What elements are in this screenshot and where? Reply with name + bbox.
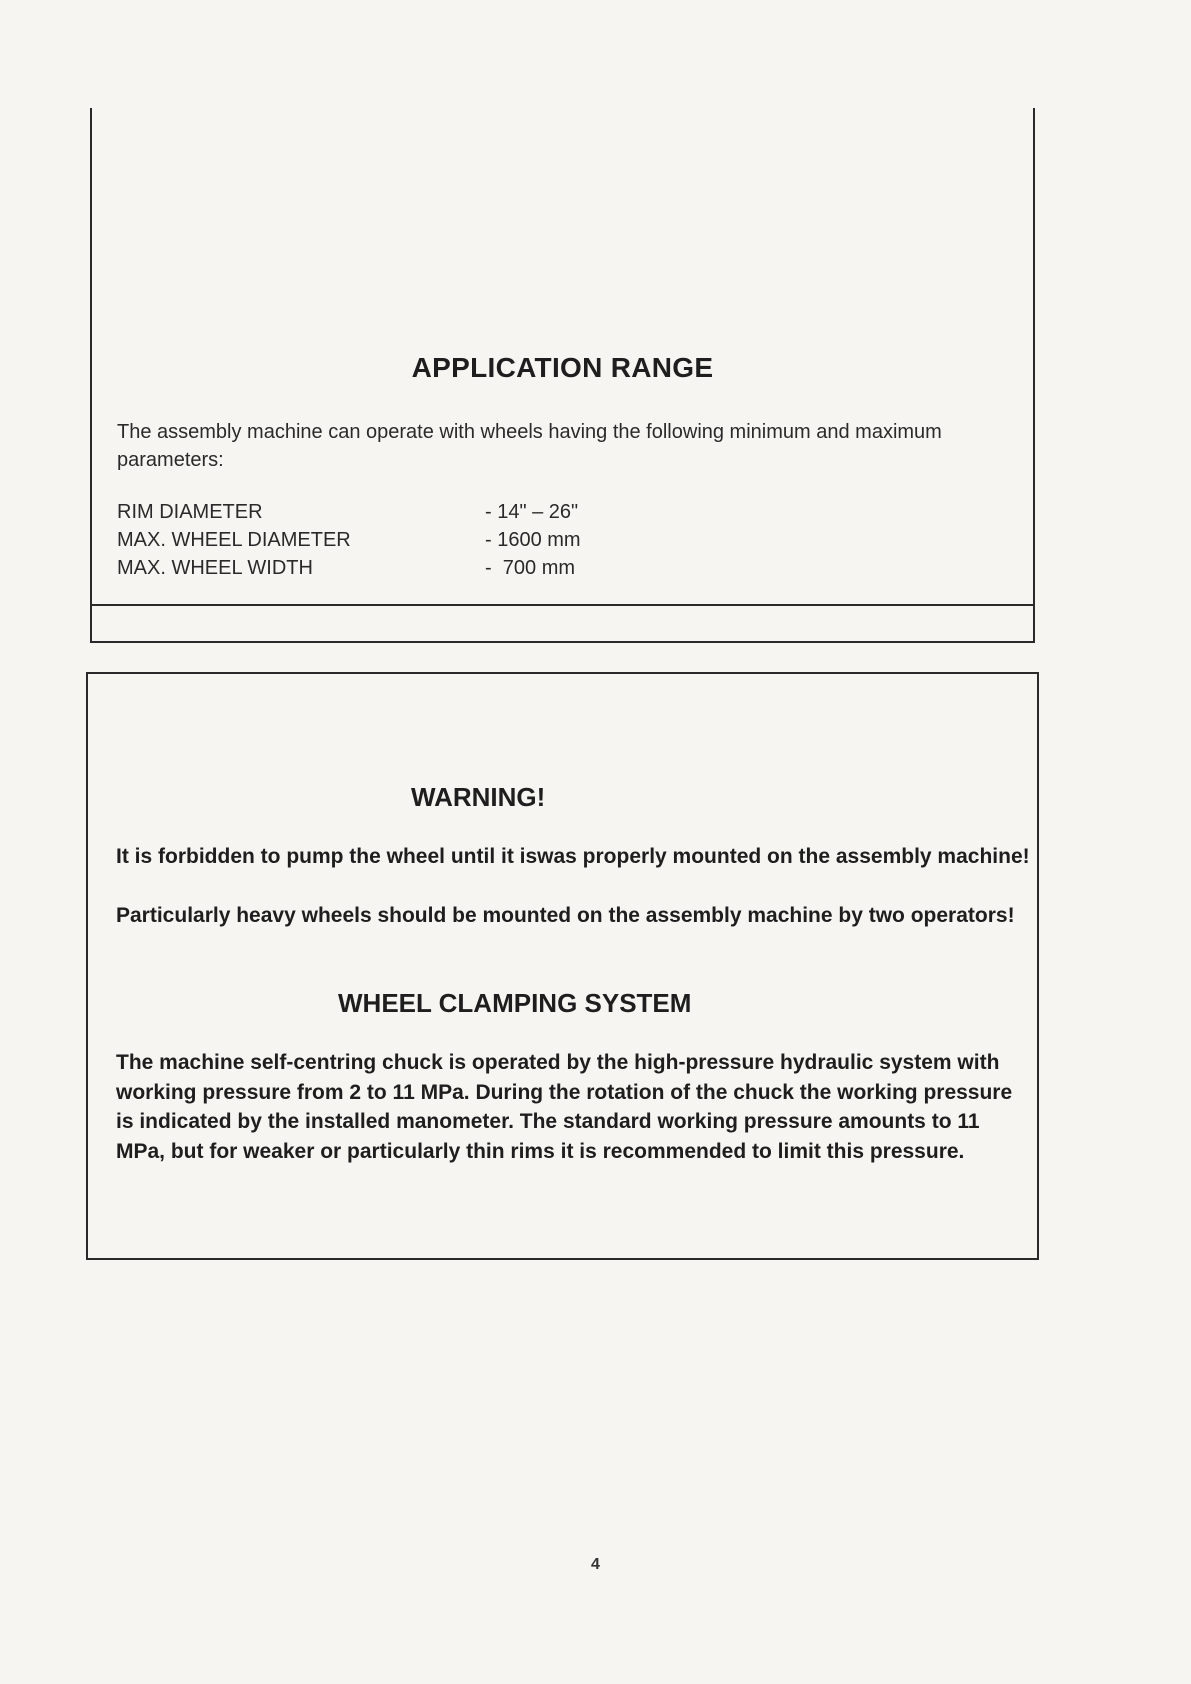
parameter-value: - 1600 mm	[485, 529, 581, 551]
clamping-text: The machine self-centring chuck is operated by the high-pressure hydraulic system with working pressure from 2 to 11 MPa. During the rotation of the chuck the working pressure is indicated by the installed manometer. The standard working pressure amounts to 11 MPa, but for weaker or particularly thin rims it is recommended to limit this pressure.	[116, 1051, 1013, 1163]
application-range-intro: The assembly machine can operate with wheels having the following minimum and maximum parameters:	[117, 421, 942, 471]
application-range-title: APPLICATION RANGE	[411, 352, 714, 383]
parameter-row-rim-diameter	[117, 498, 917, 526]
parameter-label: RIM DIAMETER	[117, 501, 263, 523]
box-divider	[92, 604, 1033, 606]
warning-text-2: Particularly heavy wheels should be mounted on the assembly machine by two operators!	[116, 904, 1015, 927]
page-number: 4	[591, 1556, 600, 1573]
parameter-value: - 700 mm	[485, 557, 576, 579]
parameter-label: MAX. WHEEL WIDTH	[117, 557, 313, 579]
parameter-row-max-wheel-diameter	[117, 526, 917, 554]
clamping-title: WHEEL CLAMPING SYSTEM	[338, 988, 692, 1018]
warning-title: WARNING!	[411, 782, 546, 812]
parameter-list	[117, 498, 917, 582]
application-range-box	[90, 108, 1035, 643]
parameter-value: - 14" – 26"	[485, 501, 579, 523]
parameter-label: MAX. WHEEL DIAMETER	[117, 529, 351, 551]
warning-box	[86, 672, 1039, 1260]
parameter-row-max-wheel-width	[117, 554, 917, 582]
warning-text-1: It is forbidden to pump the wheel until it iswas properly mounted on the assembly machine!	[116, 845, 1030, 868]
